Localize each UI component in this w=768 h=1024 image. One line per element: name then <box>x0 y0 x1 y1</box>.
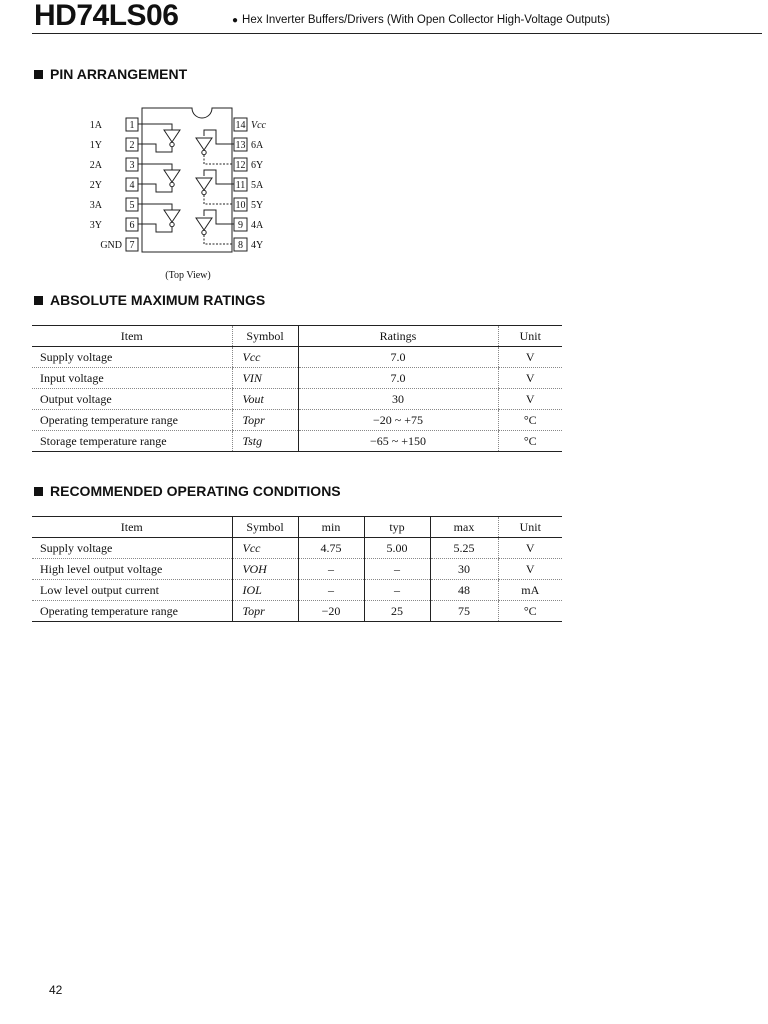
table-row <box>32 410 562 431</box>
square-bullet-icon <box>34 70 43 79</box>
cell-rating: 7.0 <box>298 368 498 389</box>
pin-number-5: 5 <box>129 200 135 211</box>
pin-number-1: 1 <box>129 120 135 131</box>
cell-unit: V <box>498 559 562 580</box>
cell-rating: −65 ~ +150 <box>298 431 498 452</box>
pin-name-right-8: 4Y <box>251 240 264 251</box>
absolute-max-table <box>32 325 562 452</box>
cell-item: Input voltage <box>32 368 232 389</box>
pin-name-left-6: 3Y <box>90 220 102 231</box>
table-header-row <box>32 326 562 347</box>
cell-symbol: Topr <box>232 601 298 622</box>
pin-name-left-4: 2Y <box>90 180 102 191</box>
square-bullet-icon <box>34 487 43 496</box>
table-row <box>32 580 562 601</box>
cell-symbol: Vout <box>232 389 298 410</box>
recommended-conditions-table <box>32 516 562 622</box>
header-unit: Unit <box>498 517 562 538</box>
cell-typ: 5.00 <box>364 538 430 559</box>
cell-symbol: Topr <box>232 410 298 431</box>
pin-name-left-7: GND <box>100 240 122 251</box>
table-row <box>32 559 562 580</box>
cell-rating: −20 ~ +75 <box>298 410 498 431</box>
cell-unit: V <box>498 368 562 389</box>
part-number: HD74LS06 <box>34 0 179 32</box>
section-title-text: RECOMMENDED OPERATING CONDITIONS <box>50 483 341 499</box>
section-title-text: ABSOLUTE MAXIMUM RATINGS <box>50 292 266 308</box>
cell-unit: °C <box>498 431 562 452</box>
cell-item: Operating temperature range <box>32 410 232 431</box>
cell-max: 75 <box>430 601 498 622</box>
cell-rating: 7.0 <box>298 347 498 368</box>
pin-number-3: 3 <box>129 160 135 171</box>
table-row <box>32 601 562 622</box>
cell-symbol: IOL <box>232 580 298 601</box>
pin-number-13: 13 <box>235 140 246 151</box>
cell-unit: °C <box>498 410 562 431</box>
pin-number-11: 11 <box>235 180 246 191</box>
cell-typ: 25 <box>364 601 430 622</box>
header-symbol: Symbol <box>232 517 298 538</box>
cell-unit: V <box>498 538 562 559</box>
cell-typ: – <box>364 580 430 601</box>
pin-number-7: 7 <box>129 240 135 251</box>
pin-number-10: 10 <box>235 200 246 211</box>
cell-min: – <box>298 580 364 601</box>
page-number: 42 <box>49 983 63 997</box>
cell-item: Low level output current <box>32 580 232 601</box>
pin-name-left-2: 1Y <box>90 140 102 151</box>
cell-item: Supply voltage <box>32 538 232 559</box>
cell-unit: V <box>498 347 562 368</box>
section-title-pin-arrangement <box>34 66 187 82</box>
table-row <box>32 368 562 389</box>
cell-min: – <box>298 559 364 580</box>
pin-name-right-14: Vcc <box>251 120 266 131</box>
inverter-gates <box>138 124 234 244</box>
cell-max: 48 <box>430 580 498 601</box>
pin-name-right-12: 6Y <box>251 160 264 171</box>
pin-name-right-13: 6A <box>251 140 264 151</box>
header-unit: Unit <box>498 326 562 347</box>
pin-name-left-1: 1A <box>90 120 102 131</box>
section-title-text: PIN ARRANGEMENT <box>50 66 188 82</box>
square-bullet-icon <box>34 296 43 305</box>
pin-name-right-9: 4A <box>251 220 264 231</box>
cell-max: 30 <box>430 559 498 580</box>
description-text: Hex Inverter Buffers/Drivers (With Open Collector High-Voltage Outputs) <box>242 14 610 26</box>
cell-item: Storage temperature range <box>32 431 232 452</box>
header-rule <box>32 33 762 34</box>
table-row <box>32 431 562 452</box>
pin-name-left-5: 3A <box>90 200 102 211</box>
cell-item: Output voltage <box>32 389 232 410</box>
pin-name-left-3: 2A <box>90 160 102 171</box>
cell-symbol: Tstg <box>232 431 298 452</box>
header-item: Item <box>32 326 232 347</box>
header-max: max <box>430 517 498 538</box>
header-min: min <box>298 517 364 538</box>
table-header-row <box>32 517 562 538</box>
header-ratings: Ratings <box>298 326 498 347</box>
table-row <box>32 347 562 368</box>
cell-item: Operating temperature range <box>32 601 232 622</box>
cell-symbol: VIN <box>232 368 298 389</box>
cell-symbol: Vcc <box>232 347 298 368</box>
cell-unit: mA <box>498 580 562 601</box>
cell-rating: 30 <box>298 389 498 410</box>
cell-unit: °C <box>498 601 562 622</box>
pin-number-6: 6 <box>129 220 135 231</box>
section-title-absolute-max <box>34 292 265 308</box>
bullet-icon: ● <box>232 15 239 26</box>
pin-name-right-10: 5Y <box>251 200 264 211</box>
cell-min: −20 <box>298 601 364 622</box>
cell-typ: – <box>364 559 430 580</box>
cell-min: 4.75 <box>298 538 364 559</box>
pin-arrangement-diagram <box>90 104 290 284</box>
section-title-recommended <box>34 483 341 499</box>
cell-item: High level output voltage <box>32 559 232 580</box>
cell-item: Supply voltage <box>32 347 232 368</box>
header-item: Item <box>32 517 232 538</box>
header-typ: typ <box>364 517 430 538</box>
cell-symbol: VOH <box>232 559 298 580</box>
table-row <box>32 389 562 410</box>
table-row <box>32 538 562 559</box>
header-description <box>232 14 610 26</box>
pin-number-4: 4 <box>129 180 135 191</box>
pinout-caption: (Top View) <box>165 270 211 281</box>
header-symbol: Symbol <box>232 326 298 347</box>
pin-name-right-11: 5A <box>251 180 264 191</box>
cell-symbol: Vcc <box>232 538 298 559</box>
pin-number-8: 8 <box>238 240 243 251</box>
cell-unit: V <box>498 389 562 410</box>
pin-number-9: 9 <box>238 220 243 231</box>
pin-number-2: 2 <box>129 140 135 151</box>
cell-max: 5.25 <box>430 538 498 559</box>
pin-number-14: 14 <box>235 120 246 131</box>
pin-number-12: 12 <box>235 160 246 171</box>
